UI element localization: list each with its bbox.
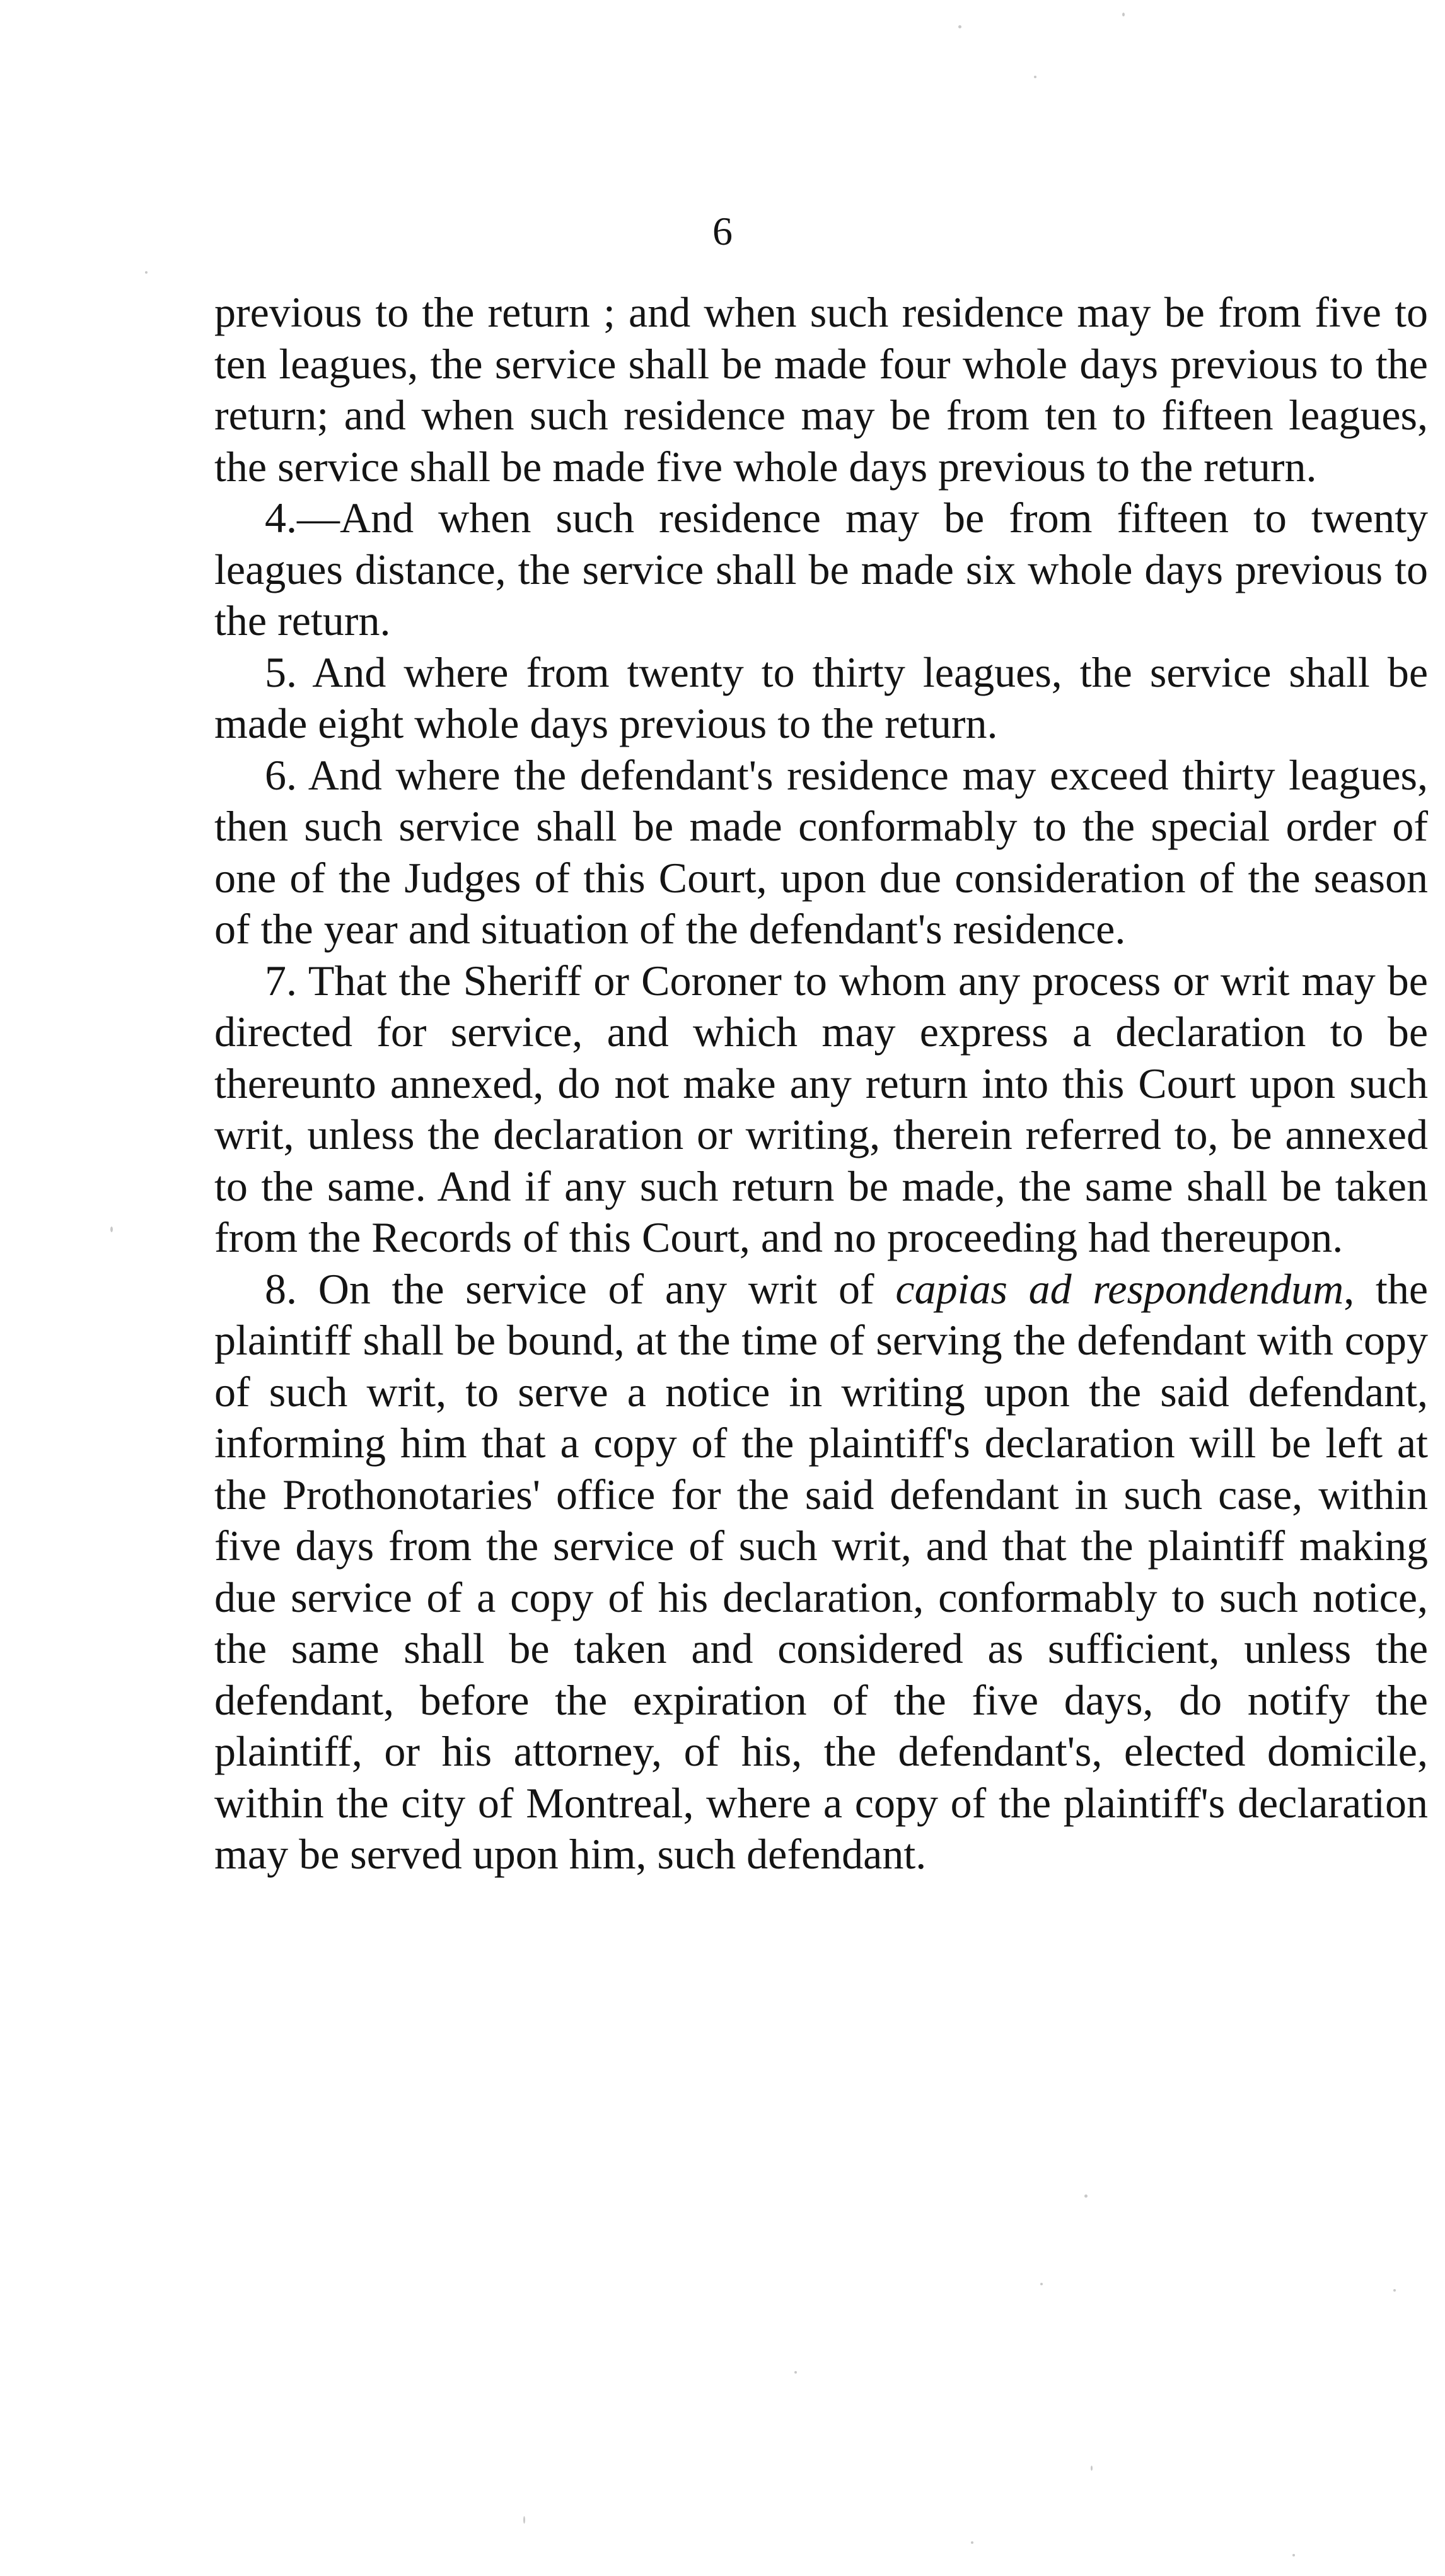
scan-speck <box>1292 2554 1295 2556</box>
scan-speck <box>1084 2194 1088 2198</box>
paragraph-continuation <box>214 287 1428 492</box>
scan-speck <box>1034 76 1036 78</box>
paragraph-text: 6. And where the defendant's residence may exceed thirty leagues, then such service shall be made conformably to the special order of one of the Judges of this Court, upon due consideration of the season of the year and situation of the defendant's residence. <box>214 750 1428 953</box>
paragraph-text: 5. And where from twenty to thirty leagues, the service shall be made eight whole days previous to the return. <box>214 648 1428 747</box>
latin-writ-name: capias ad respondendum <box>895 1264 1344 1313</box>
paragraph-8 <box>214 1264 1428 1880</box>
paragraph-text-after: , the plaintiff shall be bound, at the time of serving the defendant with copy of such writ, to serve a notice in writing upon the said defendant, informing him that a copy of the plaintiff's declaration will be left at the Prothonotaries' office for the said defendant in such case, within five days from the service of such writ, and that the plaintiff making due service of a copy of his declaration, conformably to such notice, the same shall be taken and considered as sufficient, unless the defendant, before the expiration of the five days, do notify the plaintiff, or his attorney, of his, the defendant's, elected domicile, within the city of Montreal, where a copy of the plaintiff's declaration may be served upon him, such defendant. <box>214 1264 1428 1878</box>
paragraph-6 <box>214 750 1428 955</box>
scan-speck <box>110 1227 113 1232</box>
scan-speck <box>1122 13 1125 16</box>
page-number: 6 <box>712 209 733 254</box>
scan-speck <box>971 2541 973 2544</box>
scan-speck <box>1091 2466 1093 2471</box>
scan-speck <box>1040 2283 1043 2285</box>
scan-speck <box>794 2371 797 2374</box>
scan-speck <box>145 271 148 274</box>
scan-speck <box>958 25 961 28</box>
paragraph-4 <box>214 492 1428 647</box>
scan-speck <box>1393 2289 1396 2292</box>
scan-speck <box>523 2516 525 2524</box>
paragraph-text: 4.—And when such residence may be from fifteen to twenty leagues distance, the service shall be made six whole days previous to the return. <box>214 494 1428 644</box>
paragraph-text: previous to the return ; and when such residence may be from five to ten leagues, the service shall be made four whole days previous to the return; and when such residence may be from ten to fifteen leagues, the service shall be made five whole days previous to the return. <box>214 288 1428 491</box>
paragraph-text-before: 8. On the service of any writ of <box>265 1264 896 1313</box>
paragraph-7 <box>214 955 1428 1264</box>
paragraph-text: 7. That the Sheriff or Coroner to whom any process or writ may be directed for service, and which may express a declaration to be thereunto annexed, do not make any return into this Court upon such writ, unless the declaration or writing, therein referred to, be annexed to the same. And if any such return be made, the same shall be taken from the Records of this Court, and no proceeding had thereupon. <box>214 956 1428 1261</box>
paragraph-5 <box>214 647 1428 750</box>
body-text <box>214 287 1428 1880</box>
